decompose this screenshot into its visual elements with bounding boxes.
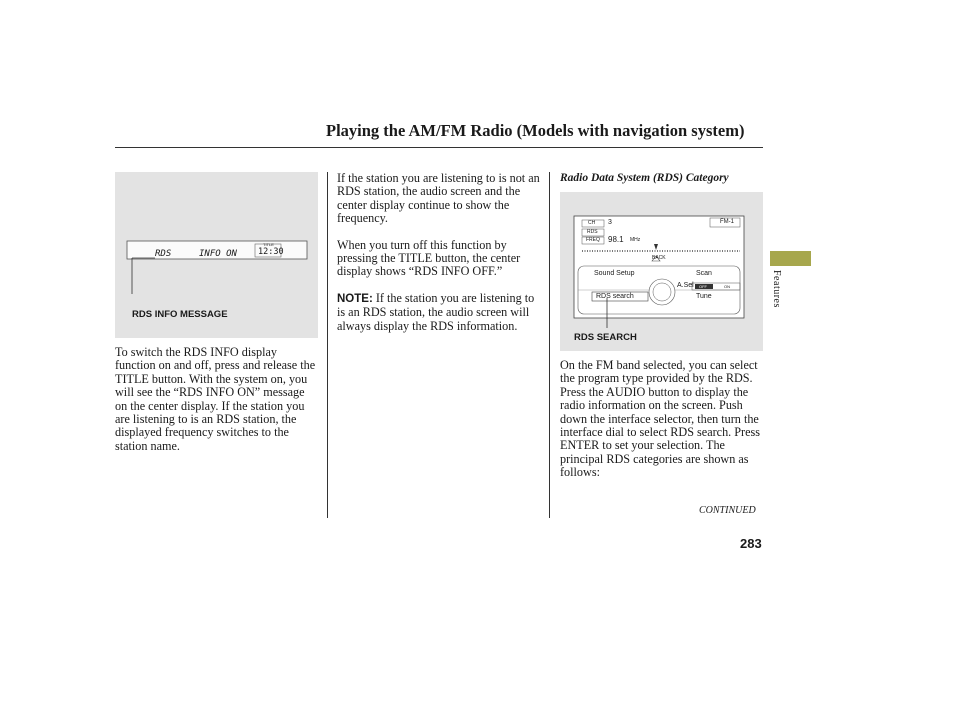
tune-label: Tune: [696, 293, 712, 300]
a-sel-label: A.Sel: [677, 282, 694, 289]
rds-category-heading: Radio Data System (RDS) Category: [560, 172, 729, 184]
sound-setup-label: Sound Setup: [594, 270, 635, 277]
frequency-value: 98.1: [608, 235, 624, 244]
rds-search-figure: [560, 192, 763, 351]
figure-caption-rds-info: RDS INFO MESSAGE: [132, 309, 228, 320]
scan-label: Scan: [696, 270, 712, 277]
channel-number: 3: [608, 219, 612, 226]
title-rule: [115, 147, 763, 148]
note-label: NOTE:: [337, 292, 373, 305]
on-label: ON: [724, 284, 730, 289]
section-tab: [770, 251, 811, 266]
rds-info-figure: [115, 172, 318, 338]
col3-paragraph: On the FM band selected, you can select the program type provided by the RDS. Press the AUDIO button to display the radio information on the screen. Push down the interface selector, then turn the interface dial to select RDS search. Press ENTER to set your selection. The principal RDS categories are shown as follows:: [560, 358, 761, 480]
column-divider-2: [549, 172, 550, 518]
page-title: Playing the AM/FM Radio (Models with navigation system): [326, 121, 745, 140]
band-label: FM-1: [720, 219, 734, 225]
col2-paragraph-2: When you turn off this function by pressing the TITLE button, the center display shows “RDS INFO OFF.”: [337, 237, 521, 279]
col2-note: [337, 292, 541, 333]
display-clock: 12:30: [258, 247, 284, 257]
continued-label: CONTINUED: [699, 505, 756, 516]
frequency-unit: MHz: [630, 237, 641, 243]
section-tab-label: Features: [771, 270, 782, 308]
col2-text: [337, 172, 541, 333]
note-text: If the station you are listening to is an RDS station, the audio screen will always display the RDS information.: [337, 290, 535, 333]
col2-paragraph-1: If the station you are listening to is not an RDS station, the audio screen and the center display continue to show the frequency.: [337, 171, 540, 226]
display-title-label: TITLE: [263, 242, 274, 247]
col1-paragraph: To switch the RDS INFO display function on and off, press and release the TITLE button. With the system on, you will see the “RDS INFO ON” message on the center display. If the station you are listening to is an RDS station, the displayed frequency switches to the station name.: [115, 345, 316, 453]
rds-search-option: RDS search: [596, 293, 634, 300]
back-label: BACK: [652, 255, 666, 261]
page-number: 283: [740, 536, 762, 551]
tag-rds: RDS: [587, 229, 598, 235]
off-label: OFF: [699, 284, 707, 289]
figure-caption-rds-search: RDS SEARCH: [574, 332, 637, 343]
audio-screen-illustration: [560, 192, 763, 351]
tag-freq: FREQ: [586, 237, 600, 243]
tag-ch: CH: [588, 220, 596, 226]
column-divider-1: [327, 172, 328, 518]
display-info-on-text: INFO ON: [199, 249, 237, 259]
display-rds-text: RDS: [155, 249, 172, 259]
